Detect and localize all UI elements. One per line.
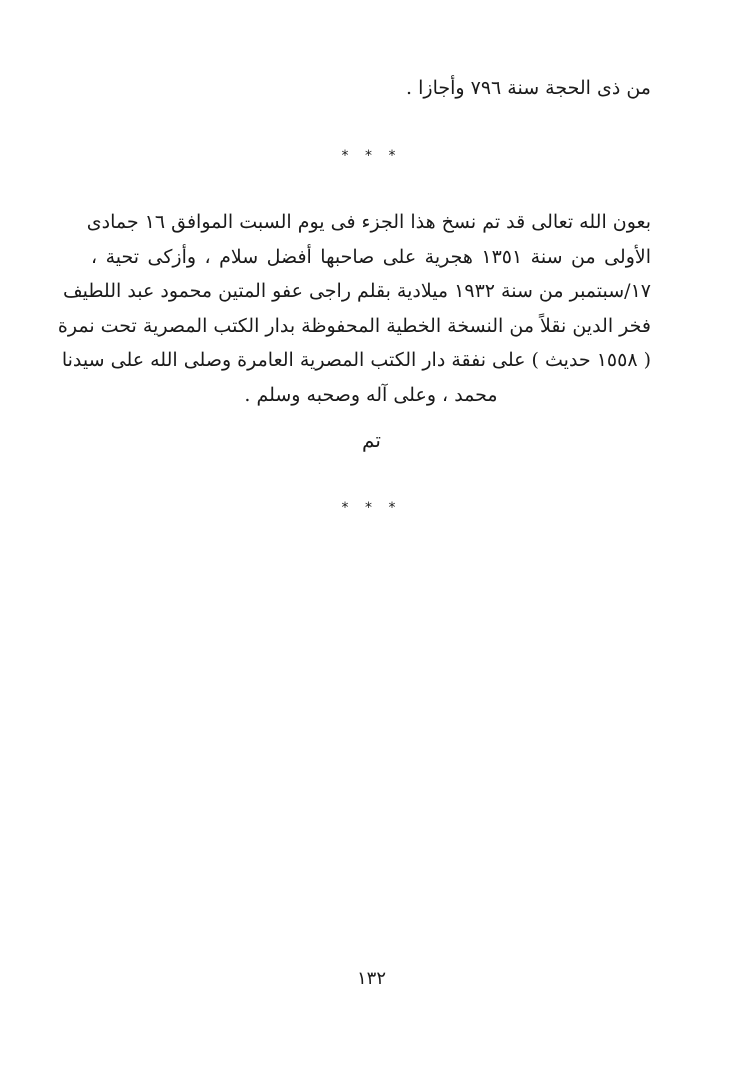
section-separator: * * * — [341, 500, 402, 516]
colophon-line: محمد ، وعلى آله وصحبه وسلم . — [244, 383, 498, 406]
colophon-line: فخر الدين نقلاً من النسخة الخطية المحفوظة بدار الكتب المصرية تحت نمرة — [57, 314, 651, 337]
colophon-line: بعون الله تعالى قد تم نسخ هذا الجزء فى يوم السبت الموافق ١٦ جمادى — [86, 211, 651, 233]
top-line: من ذى الحجة سنة ٧٩٦ وأجازا . — [406, 77, 651, 99]
colophon-paragraph — [57, 205, 652, 412]
colophon-line: ( ١٥٥٨ حديث ) على نفقة دار الكتب المصرية العامرة وصلى الله على سيدنا — [61, 349, 651, 371]
page-number: ١٣٢ — [356, 968, 386, 989]
section-separator: * * * — [341, 148, 402, 164]
colophon-line: ١٧/سبتمبر من سنة ١٩٣٢ ميلادية بقلم راجى عفو المتين محمود عبد اللطيف — [62, 280, 651, 302]
end-word: تم — [362, 428, 381, 452]
colophon-line: الأولى من سنة ١٣٥١ هجرية على صاحبها أفضل سلام ، وأزكى تحية ، — [91, 245, 652, 268]
